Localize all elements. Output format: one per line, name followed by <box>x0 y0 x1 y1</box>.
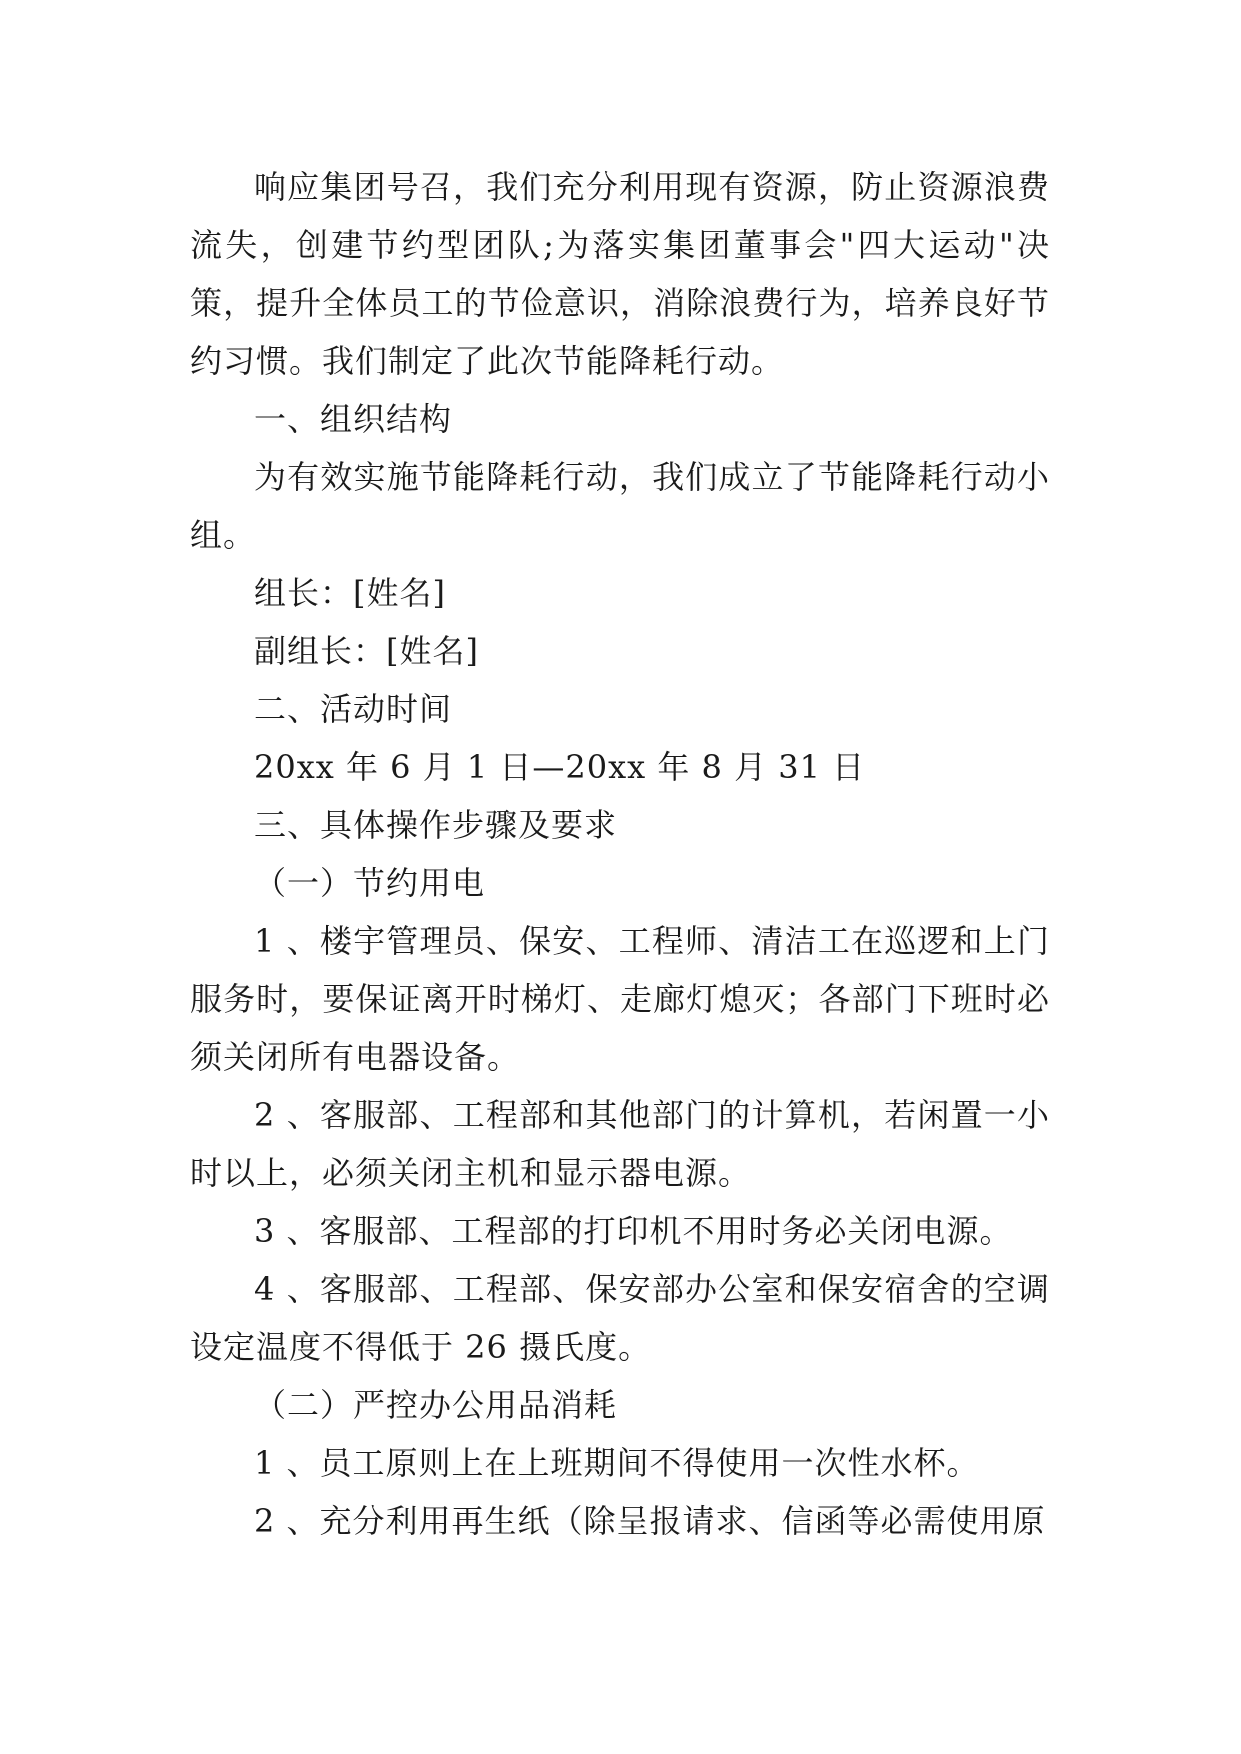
section-heading-time: 二、活动时间 <box>254 690 453 728</box>
intro-paragraph: 响应集团号召，我们充分利用现有资源，防止资源浪费流失，创建节约型团队;为落实集团董事会"四大运动"决策，提升全体员工的节俭意识，消除浪费行为，培养良好节约习惯。我们制定了此次节能降耗行动。 <box>190 168 1050 380</box>
section-heading-organization: 一、组织结构 <box>254 400 453 438</box>
electricity-item-3: 3 、客服部、工程部的打印机不用时务必关闭电源。 <box>254 1212 1013 1250</box>
office-supplies-item-2: 2 、充分利用再生纸（除呈报请求、信函等必需使用原 <box>254 1502 1046 1540</box>
group-leader-line: 组长：[姓名] <box>254 574 446 612</box>
subheading-electricity: （一）节约用电 <box>254 864 486 902</box>
section-heading-steps: 三、具体操作步骤及要求 <box>254 806 618 844</box>
electricity-item-2: 2 、客服部、工程部和其他部门的计算机，若闲置一小时以上，必须关闭主机和显示器电源。 <box>190 1096 1050 1192</box>
deputy-leader-line: 副组长：[姓名] <box>254 632 479 670</box>
electricity-item-4: 4 、客服部、工程部、保安部办公室和保安宿舍的空调设定温度不得低于 26 摄氏度。 <box>190 1270 1050 1366</box>
organization-paragraph: 为有效实施节能降耗行动，我们成立了节能降耗行动小组。 <box>190 458 1050 554</box>
activity-date-range: 20xx 年 6 月 1 日—20xx 年 8 月 31 日 <box>254 748 866 786</box>
subheading-office-supplies: （二）严控办公用品消耗 <box>254 1386 618 1424</box>
office-supplies-item-1: 1 、员工原则上在上班期间不得使用一次性水杯。 <box>254 1444 980 1482</box>
electricity-item-1: 1 、楼宇管理员、保安、工程师、清洁工在巡逻和上门服务时，要保证离开时梯灯、走廊灯熄灭；各部门下班时必须关闭所有电器设备。 <box>190 922 1050 1076</box>
document-body <box>190 158 1050 1550</box>
